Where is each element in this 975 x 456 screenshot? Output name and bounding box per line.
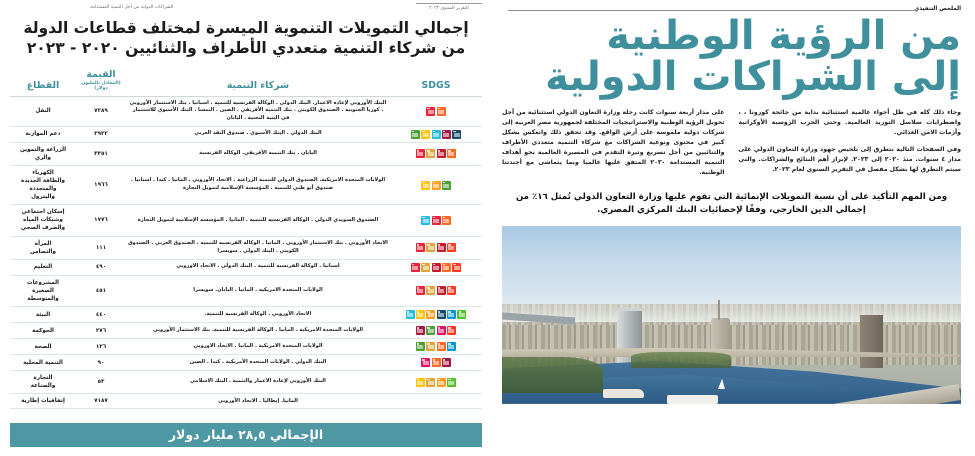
table-body: [10, 96, 482, 409]
sdg-goal-icon: [442, 181, 451, 190]
sdg-goal-icon: [452, 263, 461, 272]
summary-right-paragraph-1: على مدار أربعة سنوات كانت رحلة وزارة التعاون الدولي استثنائية من أجل تحويل الرؤية الوطنية والاستراتيجيات المختلفة لجمهورية مصر العربية إلى شركات دولية ملموسة على أرض الواقع. وقد تحقق ذلك وانعكس بشكل كبير في محتوى ونوعية الشراكات مع شركاء التنمية متعددي الأطراف والثنائيين من أجل تسريع وتيرة التقدم في المسيرة العالمية نحو أهداف التنمية المستدامة ٢٠٣٠ المتفق عليها عالميا وبما يتماشى مع أجندتنا الوطنية.: [502, 108, 725, 176]
sdg-goal-icon: [416, 243, 425, 252]
section-label: الملخص التنفيذي: [914, 6, 961, 12]
sdg-icon-group: [390, 394, 482, 409]
column-header-value-sub: (المعادل بالمليون دولار): [81, 80, 121, 91]
sdg-goal-icon: [426, 286, 435, 295]
sdg-goal-icon: [447, 286, 456, 295]
financing-table: [10, 67, 482, 410]
sdg-goal-icon: [442, 216, 451, 225]
sdg-goal-icon: [437, 326, 446, 335]
sdg-tiles: [392, 149, 480, 158]
cell-partners: الاتحاد الأوروبي . بنك الاستثمار الأوروبي . المانيا . الوكالة الفرنسية للتنمية . الصندوق العربي . الصندوق الكويتي . البنك الدولي . سويسرا: [126, 236, 390, 259]
page-title-line2: إلى الشراكات الدولية: [545, 53, 961, 100]
sdg-icon-group: [390, 371, 482, 394]
column-header-partners: شركاء التنمية: [126, 67, 390, 97]
table-title-line2: من شركاء التنمية متعددي الأطراف والثنائيين ٢٠٢٠ - ٢٠٢٣: [26, 38, 466, 57]
cell-sector: التعليم: [10, 259, 76, 275]
cell-partners: الولايات المتحدة الامريكية ـ المانيا . الوكالة الفرنسية للتنمية. بنك الاستثمار الأوروبي: [126, 323, 390, 339]
table-title: [10, 19, 482, 59]
sdg-tiles: [392, 130, 480, 139]
cell-sector: البيئة: [10, 307, 76, 323]
cell-sector: التجارة والصناعة: [10, 371, 76, 394]
sdg-icon-group: [390, 355, 482, 371]
cell-value: ١٩٦٦: [76, 165, 126, 204]
sdg-icon-group: [390, 275, 482, 306]
sdg-goal-icon: [432, 216, 441, 225]
photo-greenery-left: [502, 357, 603, 393]
cell-partners: الولايات المتحدة الامريكية . المانيا . الاتحاد الاوروبي: [126, 339, 390, 355]
sdg-goal-icon: [437, 107, 446, 116]
sdg-goal-icon: [447, 342, 456, 351]
sdg-goal-icon: [432, 263, 441, 272]
table-row: [10, 339, 482, 355]
sdg-goal-icon: [426, 310, 435, 319]
cell-sector: التنمية المحلية: [10, 355, 76, 371]
column-header-sdgs: SDGS: [390, 67, 482, 97]
sdg-goal-icon: [442, 263, 451, 272]
sdg-goal-icon: [426, 107, 435, 116]
sdg-icon-group: [390, 96, 482, 126]
cell-value: ٧١٨٧: [76, 394, 126, 409]
cell-value: ١٧٧٦: [76, 205, 126, 236]
summary-column-right: [502, 108, 725, 185]
header-rule: [508, 10, 914, 11]
executive-summary-panel: [490, 0, 975, 456]
cell-value: ٢٧٦: [76, 323, 126, 339]
cell-value: ٧٢٨٩: [76, 96, 126, 126]
cell-sector: دعم الموازنة: [10, 126, 76, 142]
cell-sector: الزراعة والتموين والري: [10, 142, 76, 165]
sdg-icon-group: [390, 339, 482, 355]
sdg-tiles: [392, 310, 480, 319]
cell-sector: المرأة والتضامن: [10, 236, 76, 259]
sdg-goal-icon: [426, 378, 435, 387]
sdg-goal-icon: [447, 378, 456, 387]
sdg-tiles: [392, 286, 480, 295]
cell-value: ٩٠: [76, 355, 126, 371]
cell-value: ٥٣: [76, 371, 126, 394]
table-row: [10, 394, 482, 409]
sdg-tiles: [392, 263, 480, 272]
cell-sector: النقل: [10, 96, 76, 126]
sdg-goal-icon: [432, 358, 441, 367]
column-header-sector: القطاع: [10, 67, 76, 97]
cell-partners: الولايات المتحدة الامريكية. الصندوق الدولي للتنمية الزراعية . الاتحاد الأوروبي . المانيا . كندا . اسبانيا . صندوق أبو ظبي للتنمية . المؤسسة الإسلامية لتمويل التجارة: [126, 165, 390, 204]
sdg-goal-icon: [426, 243, 435, 252]
sdg-goal-icon: [437, 342, 446, 351]
sdg-goal-icon: [432, 130, 441, 139]
cell-sector: المشروعات الصغيرة والمتوسطة: [10, 275, 76, 306]
sdg-goal-icon: [411, 263, 420, 272]
summary-column-left: [739, 108, 962, 185]
cell-partners: اليابان . بنك التنمية الأفريقي. الوكالة الفرنسية: [126, 142, 390, 165]
running-head: [10, 0, 482, 15]
cell-value: ٤٥١: [76, 275, 126, 306]
sdg-goal-icon: [421, 263, 430, 272]
column-header-value-label: القيمة: [86, 68, 116, 80]
table-row: [10, 126, 482, 142]
photo-boat-1: [603, 389, 644, 398]
cell-value: ٤٩٠: [76, 259, 126, 275]
sdg-goal-icon: [421, 216, 430, 225]
summary-body: [502, 108, 961, 185]
table-row: [10, 259, 482, 275]
sdg-goal-icon: [442, 358, 451, 367]
sdg-tiles: [392, 107, 480, 116]
cell-partners: البنك الأوروبي لإعادة الاعمار. البنك الدولي . الوكالة الفرنسية للتنمية . اسبانيا . بنك الاستثمار الأوروبي . كوريا الجنوبية . الصندوق الكويتي . بنك التنمية الأفريقي . الصين . النمسا . البنك الآسيوي للاستثمار في البنية التحتية . اليابان: [126, 96, 390, 126]
summary-left-paragraph-1: وجاء ذلك كله في ظل أجواء عالمية استثنائية بداية من جائحة كورونا ، ، واضطرابات سلاسل التوريد العالمية. وحتى الحرب الروسية الأوكرانية وأزمات الامن الغذائي.: [738, 108, 961, 136]
table-title-line1: إجمالي التمويلات التنموية الميسرة لمختلف قطاعات الدولة: [23, 19, 469, 37]
cell-sector: إتفاقيات إطارية: [10, 394, 76, 409]
running-head-center: الشراكات الدولية من أجل التنمية المستدامة: [90, 5, 174, 10]
table-row: [10, 142, 482, 165]
running-head-left: التقرير السنوي ٢٠٢٣: [416, 3, 482, 11]
table-row: [10, 371, 482, 394]
sdg-goal-icon: [442, 130, 451, 139]
photo-greenery-mid: [631, 352, 732, 368]
sdg-goal-icon: [457, 310, 466, 319]
highlight-statement: ومن المهم التأكيد على أن نسبة التمويلات الإنمائية التي تقوم عليها وزارة التعاون الدولي تُمثل ١٦٪ من إجمالي الدين الخارجي، وفقًا لإحصائيات البنك المركزي المصري.: [515, 191, 948, 215]
sdg-goal-icon: [416, 286, 425, 295]
column-header-value: [76, 67, 126, 97]
cell-sector: الحوكمة: [10, 323, 76, 339]
cell-partners: البنك الدولي . الولايات المتحدة الأمريكية . كندا . الصين: [126, 355, 390, 371]
table-row: [10, 355, 482, 371]
cell-value: ١١١: [76, 236, 126, 259]
sdg-goal-icon: [406, 310, 415, 319]
sdg-icon-group: [390, 205, 482, 236]
sdg-icon-group: [390, 236, 482, 259]
sdg-tiles: [392, 378, 480, 387]
sdg-goal-icon: [416, 378, 425, 387]
sdg-tiles: [392, 342, 480, 351]
sdg-icon-group: [390, 126, 482, 142]
sdg-goal-icon: [437, 243, 446, 252]
cell-sector: الصحة: [10, 339, 76, 355]
table-row: [10, 205, 482, 236]
photo-boat-2: [667, 395, 717, 404]
cell-partners: اسبانيا . الوكالة الفرنسية للتنمية . البنك الدولي . الاتحاد الاوروبي: [126, 259, 390, 275]
cell-partners: البنك الأوروبي لإعادة الاعمار والتنمية . البنك الاسلامي: [126, 371, 390, 394]
sdg-goal-icon: [426, 342, 435, 351]
cell-value: ٣٣٥١: [76, 142, 126, 165]
cell-value: ٣٩٢٢: [76, 126, 126, 142]
page-title: [502, 13, 961, 100]
sdg-goal-icon: [416, 310, 425, 319]
cell-partners: الاتحاد الأوروبي . الوكالة الفرنسية للتنمية.: [126, 307, 390, 323]
sdg-goal-icon: [416, 342, 425, 351]
cairo-skyline-photo: [502, 226, 961, 404]
sdg-goal-icon: [437, 149, 446, 158]
sdg-icon-group: [390, 323, 482, 339]
sdg-icon-group: [390, 307, 482, 323]
sdg-goal-icon: [421, 181, 430, 190]
sdg-goal-icon: [421, 358, 430, 367]
cell-value: ٤٤٠: [76, 307, 126, 323]
table-row: [10, 165, 482, 204]
sdg-goal-icon: [447, 243, 456, 252]
sdg-goal-icon: [447, 310, 456, 319]
sdg-goal-icon: [416, 326, 425, 335]
sdg-tiles: [392, 216, 480, 225]
sdg-tiles: [392, 358, 480, 367]
table-header-row: [10, 67, 482, 97]
sdg-goal-icon: [447, 149, 456, 158]
sdg-goal-icon: [432, 181, 441, 190]
sdg-goal-icon: [437, 286, 446, 295]
photo-tower-dark: [860, 315, 883, 368]
cell-partners: المانيا. إيطاليا . الاتحاد الأوروبي: [126, 394, 390, 409]
sdg-goal-icon: [416, 149, 425, 158]
summary-left-paragraph-2: وفي الصفحات التالية نتطرق إلى تلخيص جهود وزارة التعاون الدولي على مدار ٤ سنوات. منذ ٢٠٢٠ إلى ٢٠٢٣. لإبراز أهم النتائج والشراكات. والتي سيتم التطرق لها بشكل مفصل في التقرير السنوي لعام ٢٠٢٣.: [738, 145, 962, 173]
cell-sector: الكهرباء والطاقة الجديدة والمتجددة والبترول: [10, 165, 76, 204]
cell-partners: الصندوق السويدي الدولي . الوكالة الفرنسية للتنمية . المانيا . المؤسسة الإسلامية لتمويل التجارة: [126, 205, 390, 236]
sdg-goal-icon: [426, 326, 435, 335]
sdg-icon-group: [390, 165, 482, 204]
total-bar: الإجمالي ٢٨,٥ مليار دولار: [10, 423, 482, 447]
sdg-goal-icon: [426, 149, 435, 158]
executive-summary-header: [502, 0, 961, 12]
sdg-goal-icon: [447, 326, 456, 335]
sdg-icon-group: [390, 259, 482, 275]
cell-partners: البنك الدولي . البنك الآسيوي . صندوق النقد العربي: [126, 126, 390, 142]
sdg-goal-icon: [411, 130, 420, 139]
page-title-line1: من الرؤية الوطنية: [606, 13, 961, 59]
table-row: [10, 307, 482, 323]
table-row: [10, 96, 482, 126]
table-row: [10, 236, 482, 259]
sdg-tiles: [392, 243, 480, 252]
sdg-goal-icon: [421, 130, 430, 139]
cell-sector: إسكان اجتماعي وشبكات المياه والصرف الصحي: [10, 205, 76, 236]
sdg-tiles: [392, 181, 480, 190]
cell-value: ١٣٦: [76, 339, 126, 355]
table-row: [10, 275, 482, 306]
sdg-goal-icon: [437, 378, 446, 387]
table-row: [10, 323, 482, 339]
sdg-goal-icon: [452, 130, 461, 139]
sdg-tiles: [392, 326, 480, 335]
sdg-icon-group: [390, 142, 482, 165]
cell-partners: الولايات المتحدة الامريكية . المانيا . اليابان. سويسرا: [126, 275, 390, 306]
sdg-goal-icon: [437, 310, 446, 319]
